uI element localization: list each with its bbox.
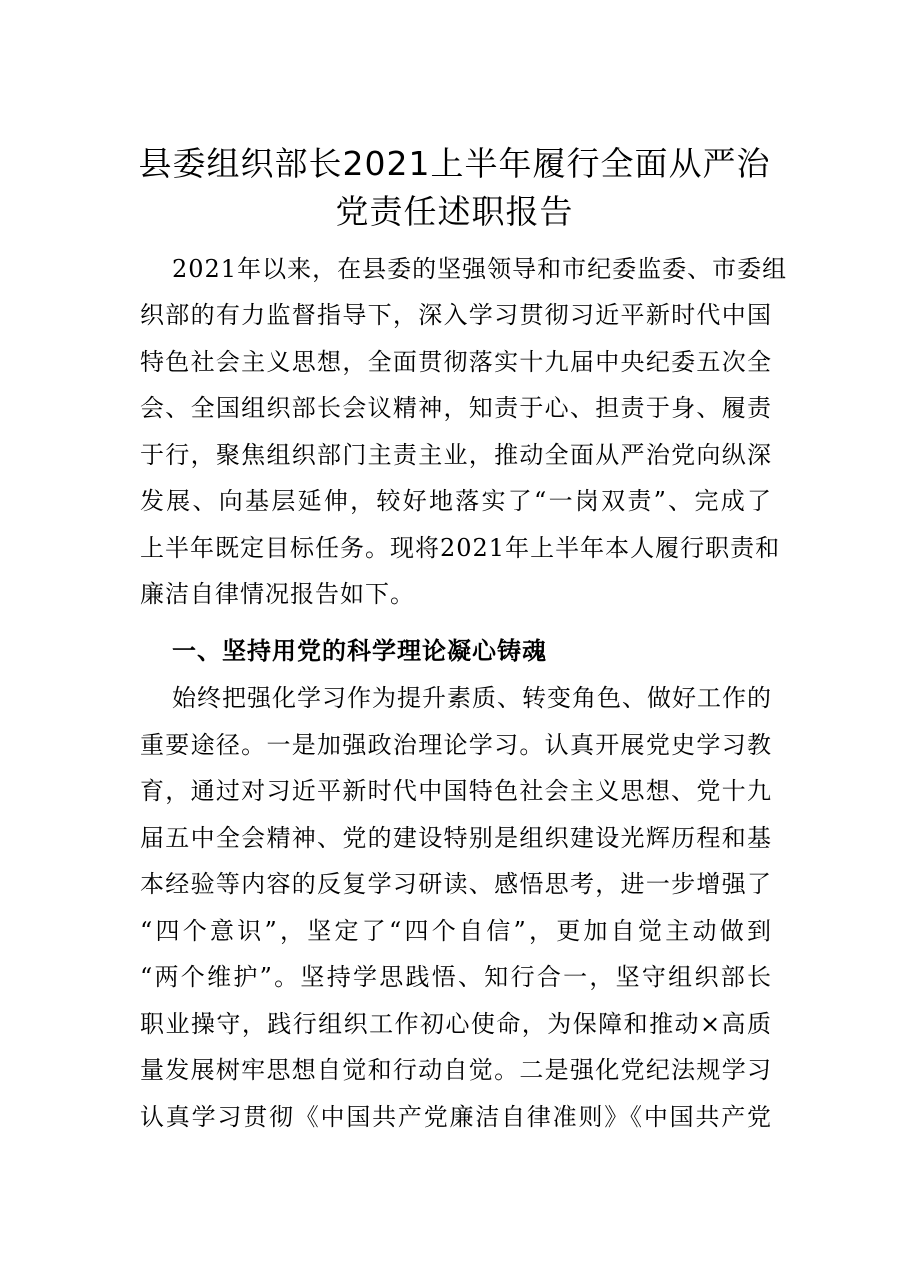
paragraph-1-line: 特色社会主义思想，全面贯彻落实十九届中央纪委五次全 — [140, 348, 772, 376]
section-heading-1: 一、坚持用党的科学理论凝心铸魂 — [172, 637, 547, 665]
paragraph-1-line: 于行，聚焦组织部门主责主业，推动全面从严治党向纵深 — [140, 441, 772, 469]
paragraph-2-line: 始终把强化学习作为提升素质、转变角色、做好工作的 — [172, 684, 772, 712]
paragraph-2-line: 重要途径。一是加强政治理论学习。认真开展党史学习教 — [140, 731, 772, 759]
paragraph-2-line: 届五中全会精神、党的建设特别是组织建设光辉历程和基 — [140, 824, 772, 852]
paragraph-2-line: 本经验等内容的反复学习研读、感悟思考，进一步增强了 — [140, 870, 772, 898]
paragraph-2-line: 量发展树牢思想自觉和行动自觉。二是强化党纪法规学习 — [140, 1056, 772, 1084]
paragraph-1-line: 廉洁自律情况报告如下。 — [140, 580, 415, 608]
paragraph-2-line: “两个维护”。坚持学思践悟、知行合一，坚守组织部长 — [140, 963, 772, 991]
paragraph-1-line: 2021年以来，在县委的坚强领导和市纪委监委、市委组 — [172, 255, 788, 283]
document-title-line-1: 县委组织部长2021上半年履行全面从严治 — [138, 144, 771, 183]
paragraph-2-line: 认真学习贯彻《中国共产党廉洁自律准则》《中国共产党 — [140, 1103, 772, 1131]
paragraph-1-line: 会、全国组织部长会议精神，知责于心、担责于身、履责 — [140, 394, 772, 422]
document-title-line-2: 党责任述职报告 — [335, 192, 574, 231]
paragraph-1-line: 发展、向基层延伸，较好地落实了“一岗双责”、完成了 — [140, 487, 772, 515]
paragraph-2-line: “四个意识”，坚定了“四个自信”，更加自觉主动做到 — [140, 917, 772, 945]
paragraph-2-line: 育，通过对习近平新时代中国特色社会主义思想、党十九 — [140, 777, 772, 805]
paragraph-2-line: 职业操守，践行组织工作初心使命，为保障和推动×高质 — [140, 1010, 772, 1038]
paragraph-1-line: 织部的有力监督指导下，深入学习贯彻习近平新时代中国 — [140, 301, 772, 329]
paragraph-1-line: 上半年既定目标任务。现将2021年上半年本人履行职责和 — [140, 534, 781, 562]
